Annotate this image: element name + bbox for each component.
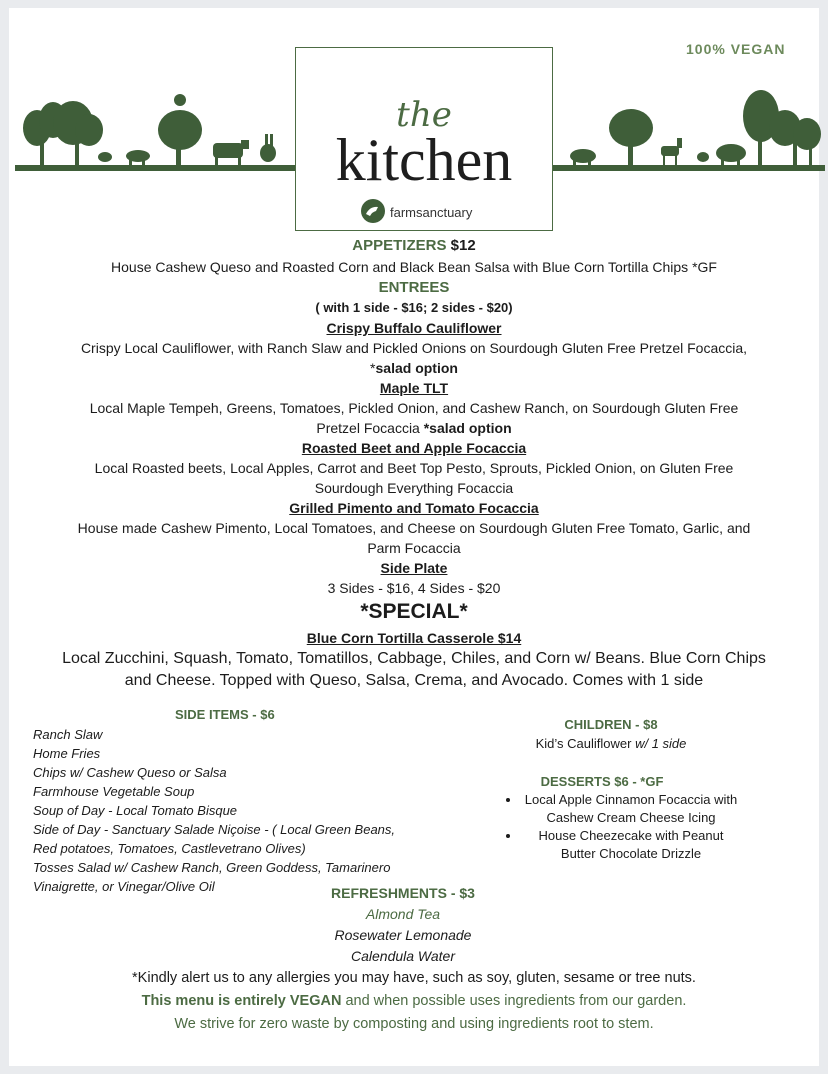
side-item: Home Fries — [33, 746, 101, 761]
entree-name: Crispy Buffalo Cauliflower — [326, 320, 502, 336]
farmsanctuary-icon — [360, 198, 386, 224]
entree-name: Maple TLT — [379, 380, 449, 396]
kitchen-logo — [295, 47, 553, 231]
special-name: Blue Corn Tortilla Casserole $14 — [306, 630, 522, 646]
entree-desc: 3 Sides - $16, 4 Sides - $20 — [327, 580, 501, 596]
entree-name: Grilled Pimento and Tomato Focaccia — [289, 500, 539, 516]
entree-desc-cont: Pretzel Focaccia *salad option — [316, 420, 512, 436]
appetizers-price: $12 — [450, 237, 476, 254]
special-title: *SPECIAL* — [360, 600, 468, 623]
refreshment-item: Almond Tea — [365, 906, 441, 922]
logo-brand: farmsanctuary — [390, 205, 473, 220]
logo-kitchen: kitchen — [335, 127, 513, 193]
appetizers-desc: House Cashew Queso and Roasted Corn and Black Bean Salsa with Blue Corn Tortilla Chips *GF — [111, 259, 717, 275]
entrees-pricing: ( with 1 side - $16; 2 sides - $20) — [315, 300, 513, 315]
side-item: Chips w/ Cashew Queso or Salsa — [33, 765, 227, 780]
refreshment-item: Calendula Water — [350, 948, 456, 964]
entrees-title: ENTREES — [378, 279, 450, 296]
entree-desc-cont: Parm Focaccia — [367, 540, 461, 556]
logo-the: the — [396, 95, 452, 135]
desserts-list — [503, 791, 741, 863]
side-item: Ranch Slaw — [33, 727, 103, 742]
dessert-item: • House Cheezecake with Peanut Butter Chocolate Drizzle — [521, 827, 741, 863]
entree-desc-cont: *salad option — [370, 360, 458, 376]
side-item: Soup of Day - Local Tomato Bisque — [33, 803, 238, 818]
entree-desc: Local Roasted beets, Local Apples, Carrot and Beet Top Pesto, Sprouts, Pickled Onion, on Gluten Free — [94, 460, 734, 476]
side-item: Vinaigrette, or Vinegar/Olive Oil — [33, 879, 215, 894]
children-title: CHILDREN - $8 — [564, 717, 658, 732]
entree-desc: Local Maple Tempeh, Greens, Tomatoes, Pickled Onion, and Cashew Ranch, on Sourdough Gluten Free — [89, 400, 739, 416]
entree-name: Side Plate — [380, 560, 448, 576]
dessert-item: • Local Apple Cinnamon Focaccia with Cashew Cream Cheese Icing — [521, 791, 741, 827]
side-item: Tosses Salad w/ Cashew Ranch, Green Goddess, Tamarinero — [33, 860, 391, 875]
special-desc: Local Zucchini, Squash, Tomato, Tomatillos, Cabbage, Chiles, and Corn w/ Beans. Blue Corn Chips — [62, 650, 766, 667]
waste-note: We strive for zero waste by composting and using ingredients root to stem. — [174, 1016, 654, 1032]
sides-title: SIDE ITEMS - $6 — [175, 707, 275, 722]
appetizers-heading — [0, 236, 828, 256]
appetizers-title: APPETIZERS — [352, 237, 447, 254]
entree-name: Roasted Beet and Apple Focaccia — [301, 440, 527, 456]
farm-banner-right — [553, 88, 825, 174]
refreshment-item: Rosewater Lemonade — [334, 927, 472, 943]
allergy-note: *Kindly alert us to any allergies you may have, such as soy, gluten, sesame or tree nuts. — [132, 970, 696, 986]
side-item: Red potatoes, Tomatoes, Castlevetrano Olives) — [33, 841, 306, 856]
entree-desc: House made Cashew Pimento, Local Tomatoes, and Cheese on Sourdough Gluten Free Tomato, Garlic, and — [77, 520, 751, 536]
special-desc-cont: and Cheese. Topped with Queso, Salsa, Crema, and Avocado. Comes with 1 side — [124, 672, 704, 689]
vegan-badge: 100% VEGAN — [686, 41, 786, 57]
side-item: Farmhouse Vegetable Soup — [33, 784, 195, 799]
entree-desc: Crispy Local Cauliflower, with Ranch Slaw and Pickled Onions on Sourdough Gluten Free Pretzel Focaccia, — [80, 340, 748, 356]
refreshments-title: REFRESHMENTS - $3 — [331, 885, 475, 901]
desserts-title: DESSERTS $6 - *GF — [540, 774, 664, 789]
children-item: Kid’s Cauliflower w/ 1 side — [535, 736, 687, 751]
farm-banner-left — [15, 88, 295, 174]
side-item: Side of Day - Sanctuary Salade Niçoise - ( Local Green Beans, — [33, 822, 396, 837]
vegan-note: This menu is entirely VEGAN and when possible uses ingredients from our garden. — [141, 993, 687, 1009]
entree-desc-cont: Sourdough Everything Focaccia — [314, 480, 514, 496]
